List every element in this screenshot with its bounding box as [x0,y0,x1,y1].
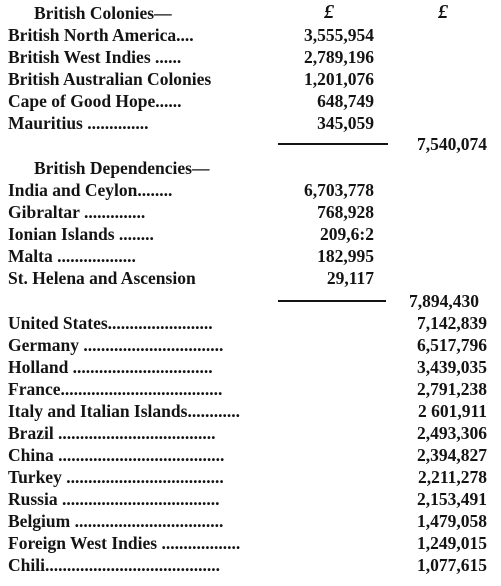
row-amount: 2,789,196 [304,47,374,67]
row-label: Chili........................................ [8,555,220,575]
row-amount: 345,059 [317,113,374,133]
table-row [0,223,501,245]
row-label: Foreign West Indies .................. [8,533,241,553]
row-label: St. Helena and Ascension [8,268,196,288]
table-row [0,312,501,334]
row-amount: 1,479,058 [417,511,487,531]
row-label: Russia .................................... [8,489,220,509]
row-amount: 1,249,015 [417,533,487,553]
table-row [0,422,501,444]
row-label: Germany ................................ [8,335,224,355]
row-label: Belgium .................................. [8,511,224,531]
row-amount: 2,394,827 [417,445,487,465]
subtotal-rule [278,300,386,302]
table-row [0,488,501,510]
row-amount: 182,995 [317,246,374,266]
row-label: Brazil .................................... [8,423,216,443]
dependencies-subtotal: 7,894,430 [409,291,479,311]
row-amount: 648,749 [317,91,374,111]
row-amount: 2,211,278 [417,467,487,487]
row-label: Gibraltar .............. [8,202,146,222]
row-amount: 2,493,306 [417,423,487,443]
row-label: India and Ceylon........ [8,180,173,200]
row-amount: 2,791,238 [417,379,487,399]
row-label: British North America.... [8,25,194,45]
row-amount: 2,153,491 [417,489,487,509]
row-amount: 6,703,778 [304,180,374,200]
row-label: Italy and Italian Islands............ [8,401,240,421]
currency-symbol-col1: £ [324,1,334,23]
row-amount: 6,517,796 [417,335,487,355]
table-row [0,466,501,488]
row-amount: 3,439,035 [417,357,487,377]
row-amount: 29,117 [326,268,374,288]
subtotal-rule [278,143,388,145]
table-row [0,112,501,134]
row-label: Holland ................................ [8,357,213,377]
table-row [0,201,501,223]
row-amount: 1,201,076 [304,69,374,89]
row-label: Ionian Islands ........ [8,224,154,244]
table-row [0,356,501,378]
table-row [0,267,501,289]
dependencies-heading-row [0,157,501,179]
dependencies-heading: British Dependencies— [34,158,210,178]
row-label: Mauritius .............. [8,113,149,133]
table-row [0,400,501,422]
table-row [0,46,501,68]
row-amount: 768,928 [317,202,374,222]
table-row [0,68,501,90]
table-row [0,378,501,400]
row-label: United States........................ [8,313,213,333]
row-amount: 209,6:2 [320,224,374,244]
dependencies-subtotal-row [0,290,501,312]
row-amount: 1,077,615 [417,555,487,575]
table-row [0,90,501,112]
row-amount: 7,142,839 [417,313,487,333]
table-row [0,245,501,267]
row-label: Cape of Good Hope...... [8,91,182,111]
row-label: Malta .................. [8,246,136,266]
row-label: British West Indies ...... [8,47,182,67]
table-row [0,24,501,46]
row-amount: 3,555,954 [304,25,374,45]
row-amount: 2 601,911 [417,401,487,421]
colonies-subtotal: 7,540,074 [417,134,487,154]
table-row [0,444,501,466]
table-row [0,510,501,532]
row-label: France..................................... [8,379,223,399]
row-label: British Australian Colonies [8,69,212,89]
row-label: China ...................................... [8,445,225,465]
table-row [0,334,501,356]
table-row [0,532,501,554]
currency-symbol-col2: £ [438,1,448,23]
table-row [0,554,501,576]
colonies-heading-row [0,2,501,24]
colonies-heading: British Colonies— [34,3,172,23]
row-label: Turkey .................................... [8,467,224,487]
colonies-subtotal-row [0,133,501,155]
table-row [0,179,501,201]
